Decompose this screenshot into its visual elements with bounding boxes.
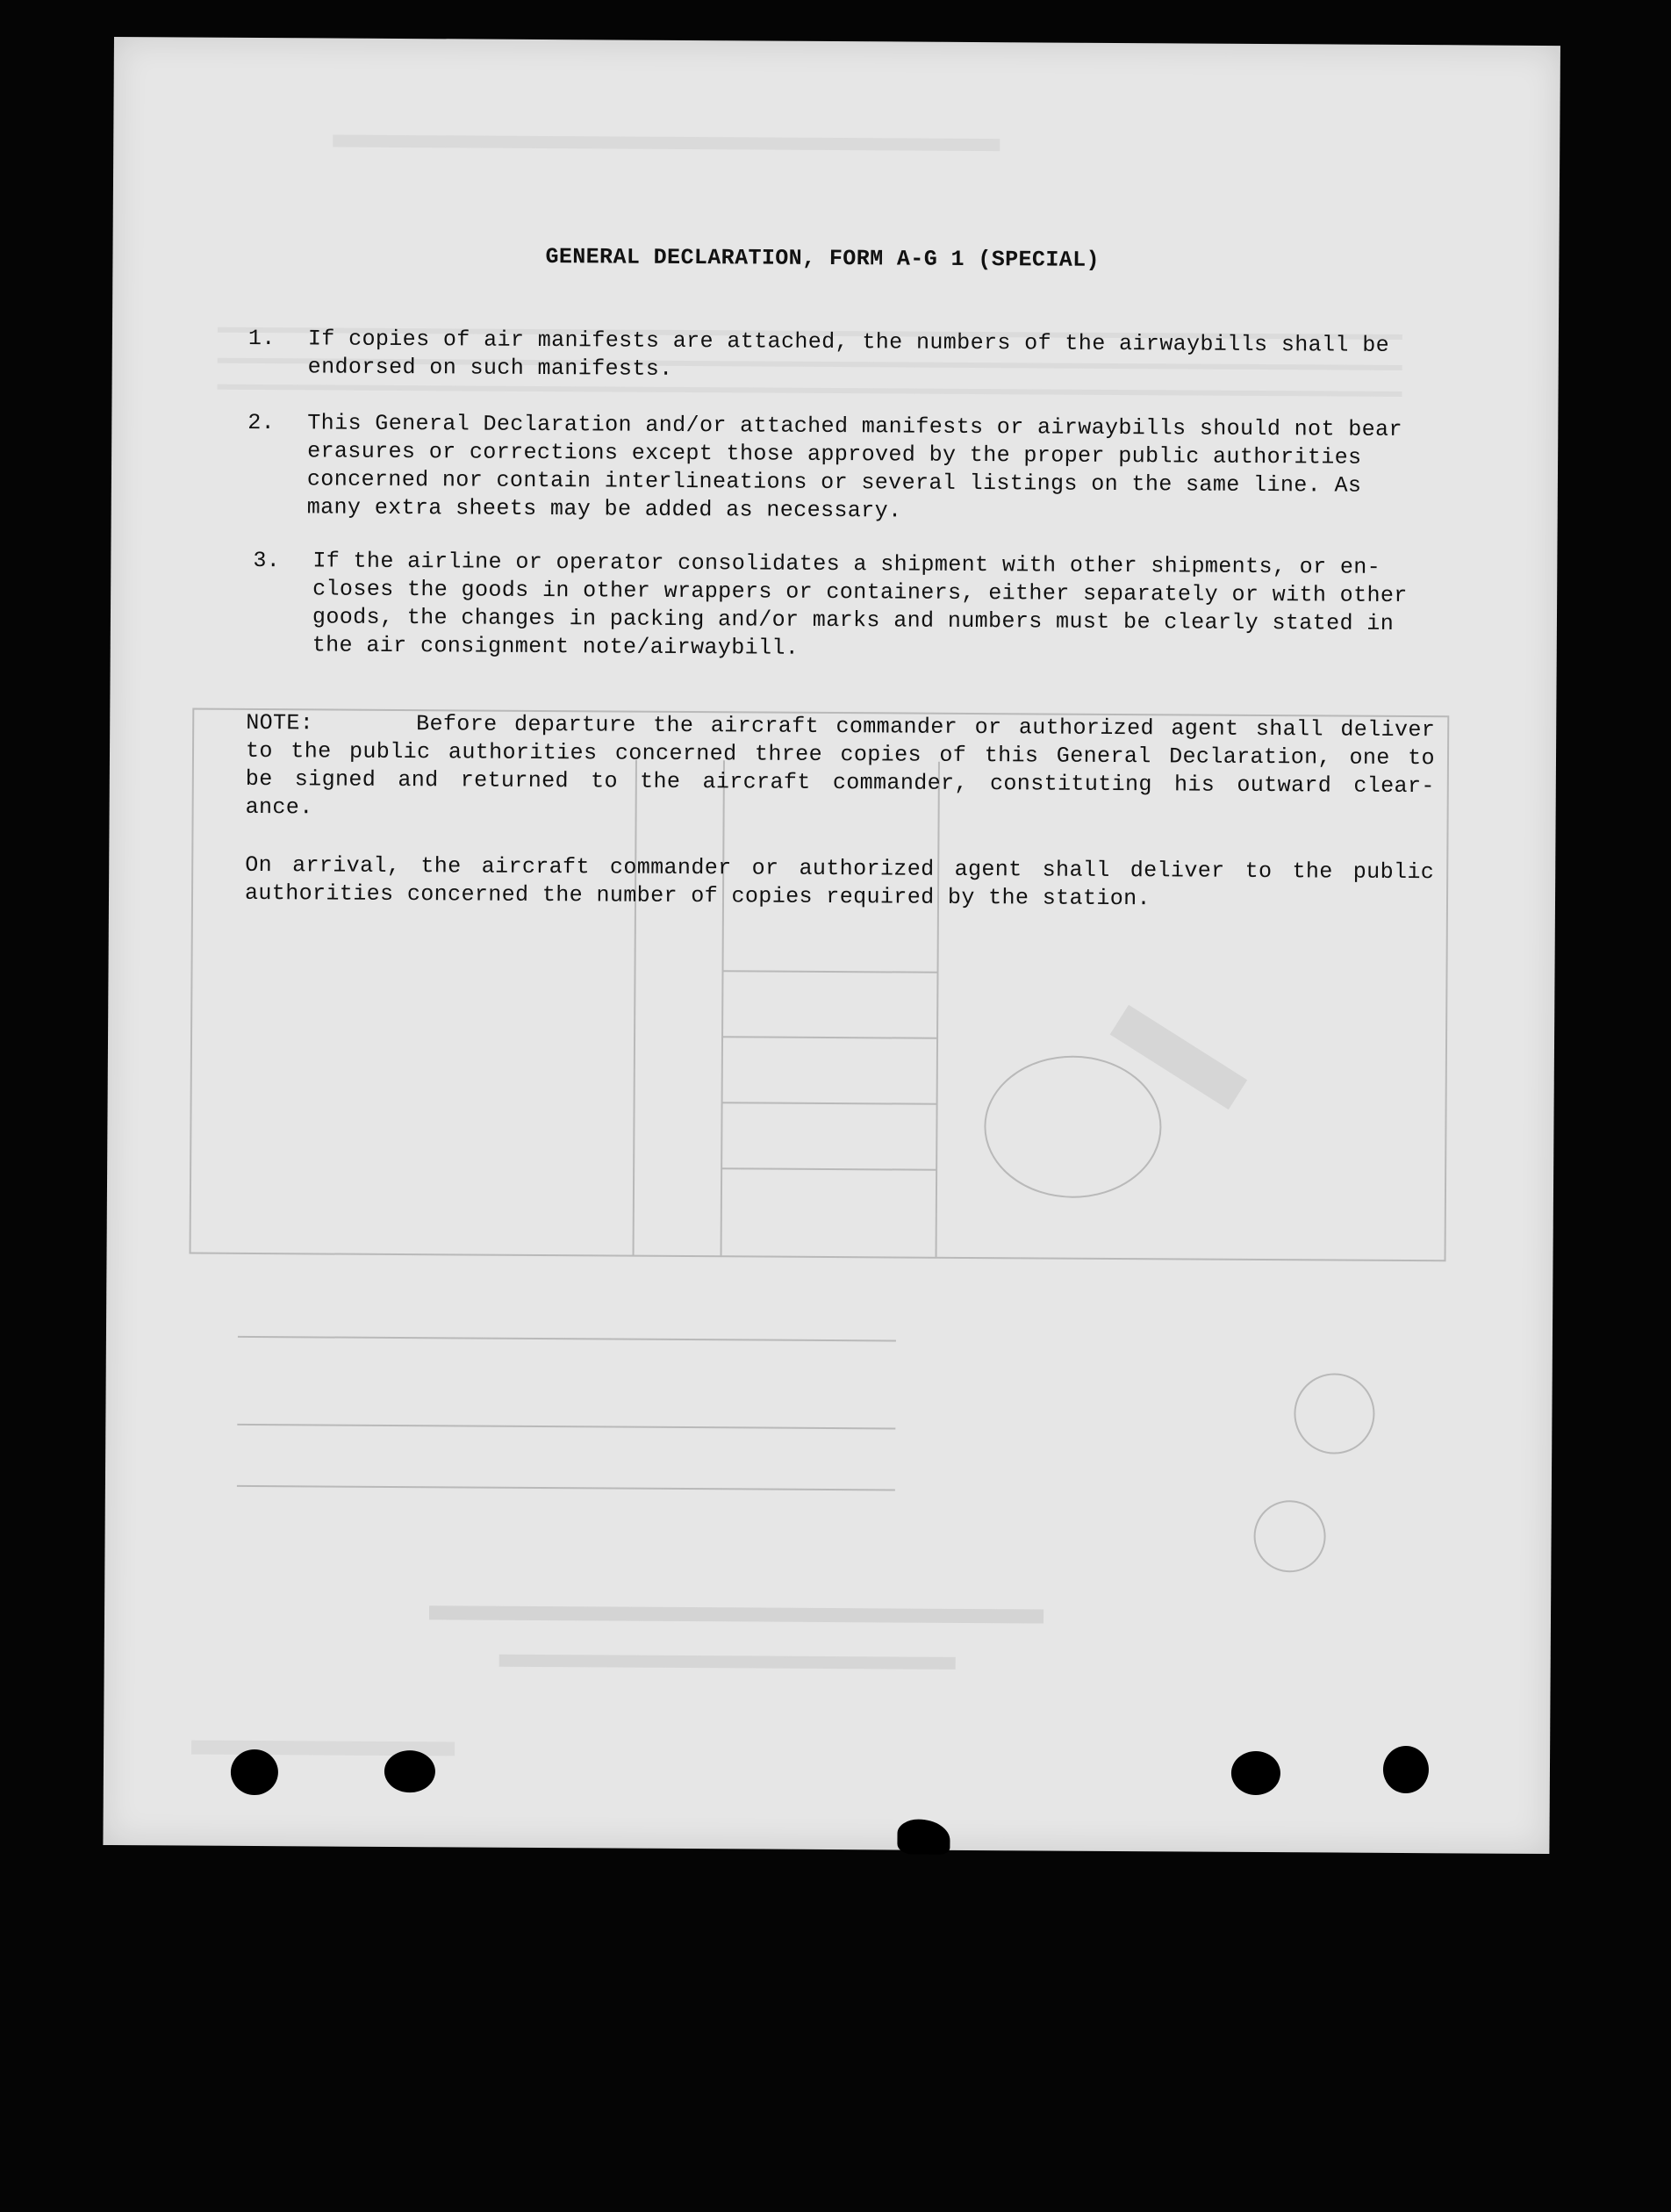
item-line: endorsed on such manifests. [307,354,673,382]
arrival-line: authorities concerned the number of copies required by the station. [244,880,1151,912]
item-line: erasures or corrections except those approved by the proper public authorities [307,438,1362,470]
torn-mark [897,1819,950,1854]
item-number: 3. [253,547,281,574]
item-line: closes the goods in other wrappers or containers, either separately or with other [312,576,1408,609]
item-number: 2. [247,409,276,436]
list-item [248,325,1445,388]
punch-hole [231,1749,278,1795]
note-line: ance. [245,794,313,821]
punch-hole [384,1750,435,1792]
note-line: be signed and returned to the aircraft commander, constituting his outward clear- [245,765,1435,800]
item-line: If copies of air manifests are attached, the numbers of the airwaybills shall be [307,326,1390,358]
item-number: 1. [247,325,276,352]
note-line: NOTE: Before departure the aircraft commander or authorized agent shall deliver [246,709,1436,743]
item-line: If the airline or operator consolidates a shipment with other shipments, or en- [312,548,1381,580]
item-line: goods, the changes in packing and/or marks and numbers must be clearly stated in [312,604,1395,636]
page-title: GENERAL DECLARATION, FORM A-G 1 (SPECIAL) [545,244,1101,273]
item-text [312,547,1450,666]
punch-hole [1383,1746,1429,1793]
item-line: the air consignment note/airwaybill. [312,632,800,661]
list-item [247,409,1445,528]
item-line: many extra sheets may be added as necessary. [306,494,902,524]
punch-hole [1231,1751,1280,1795]
item-text [307,409,1445,528]
reverse-side-bleed-through [103,37,1560,1854]
item-line: This General Declaration and/or attached manifests or airwaybills should not bear [307,410,1402,442]
list-item [253,547,1450,666]
note-block [245,709,1435,915]
arrival-line: On arrival, the aircraft commander or authorized agent shall deliver to the public [245,851,1435,886]
item-line: concerned nor contain interlineations or several listings on the same line. As [306,466,1362,499]
document-page [103,37,1560,1854]
item-text [308,325,1445,388]
note-line: to the public authorities concerned three copies of this General Declaration, one to [245,737,1436,772]
